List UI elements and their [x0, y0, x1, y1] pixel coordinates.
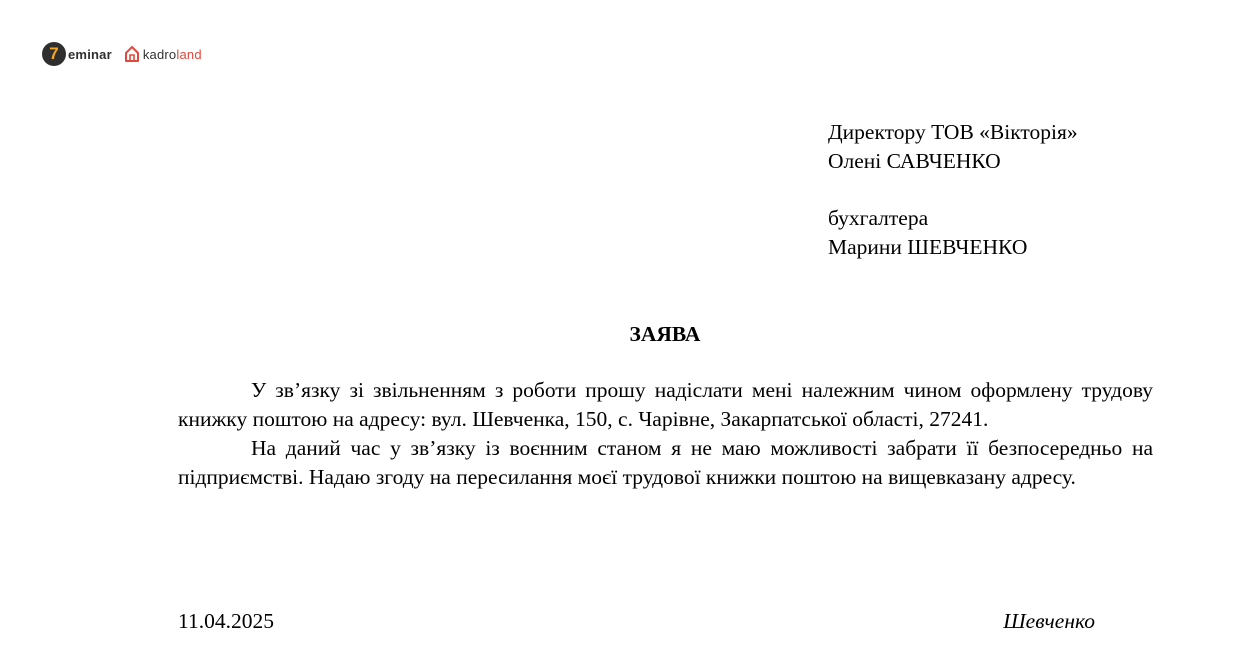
kadroland-logo-text-1: kadro — [142, 46, 177, 62]
addressee-sender-title: бухгалтера — [828, 206, 929, 230]
body-paragraph-2: На даний час у зв’язку із воєнним станом я не маю можливості забрати її безпосередньо на підприємстві. Надаю згоду на пересилання моєї трудової книжки поштою на вищевказану адресу. — [178, 436, 1153, 489]
document-body — [178, 376, 1153, 492]
kadroland-house-icon — [124, 45, 140, 63]
seminar-logo-circle-icon — [42, 42, 66, 66]
header-logos — [42, 40, 202, 68]
document-signature: Шевченко — [1003, 609, 1095, 633]
addressee-director-name: Олені САВЧЕНКО — [828, 149, 1001, 173]
seminar-logo-digit: 7 — [49, 44, 59, 63]
seminar-logo — [42, 42, 112, 66]
addressee-block — [828, 118, 1078, 262]
kadroland-logo — [124, 45, 202, 63]
addressee-gap — [828, 176, 1078, 204]
document-date: 11.04.2025 — [178, 609, 274, 633]
addressee-director-title: Директору ТОВ «Вікторія» — [828, 120, 1078, 144]
body-paragraph-1: У зв’язку зі звільненням з роботи прошу надіслати мені належним чином оформлену трудову книжку поштою на адресу: вул. Шевченка, 150, с. Чарівне, Закарпатської області, 27241. — [178, 378, 1153, 431]
seminar-logo-text: eminar — [68, 46, 112, 62]
addressee-sender-name: Марини ШЕВЧЕНКО — [828, 235, 1028, 259]
kadroland-logo-text-2: land — [176, 46, 202, 62]
document-title: ЗАЯВА — [629, 322, 701, 346]
